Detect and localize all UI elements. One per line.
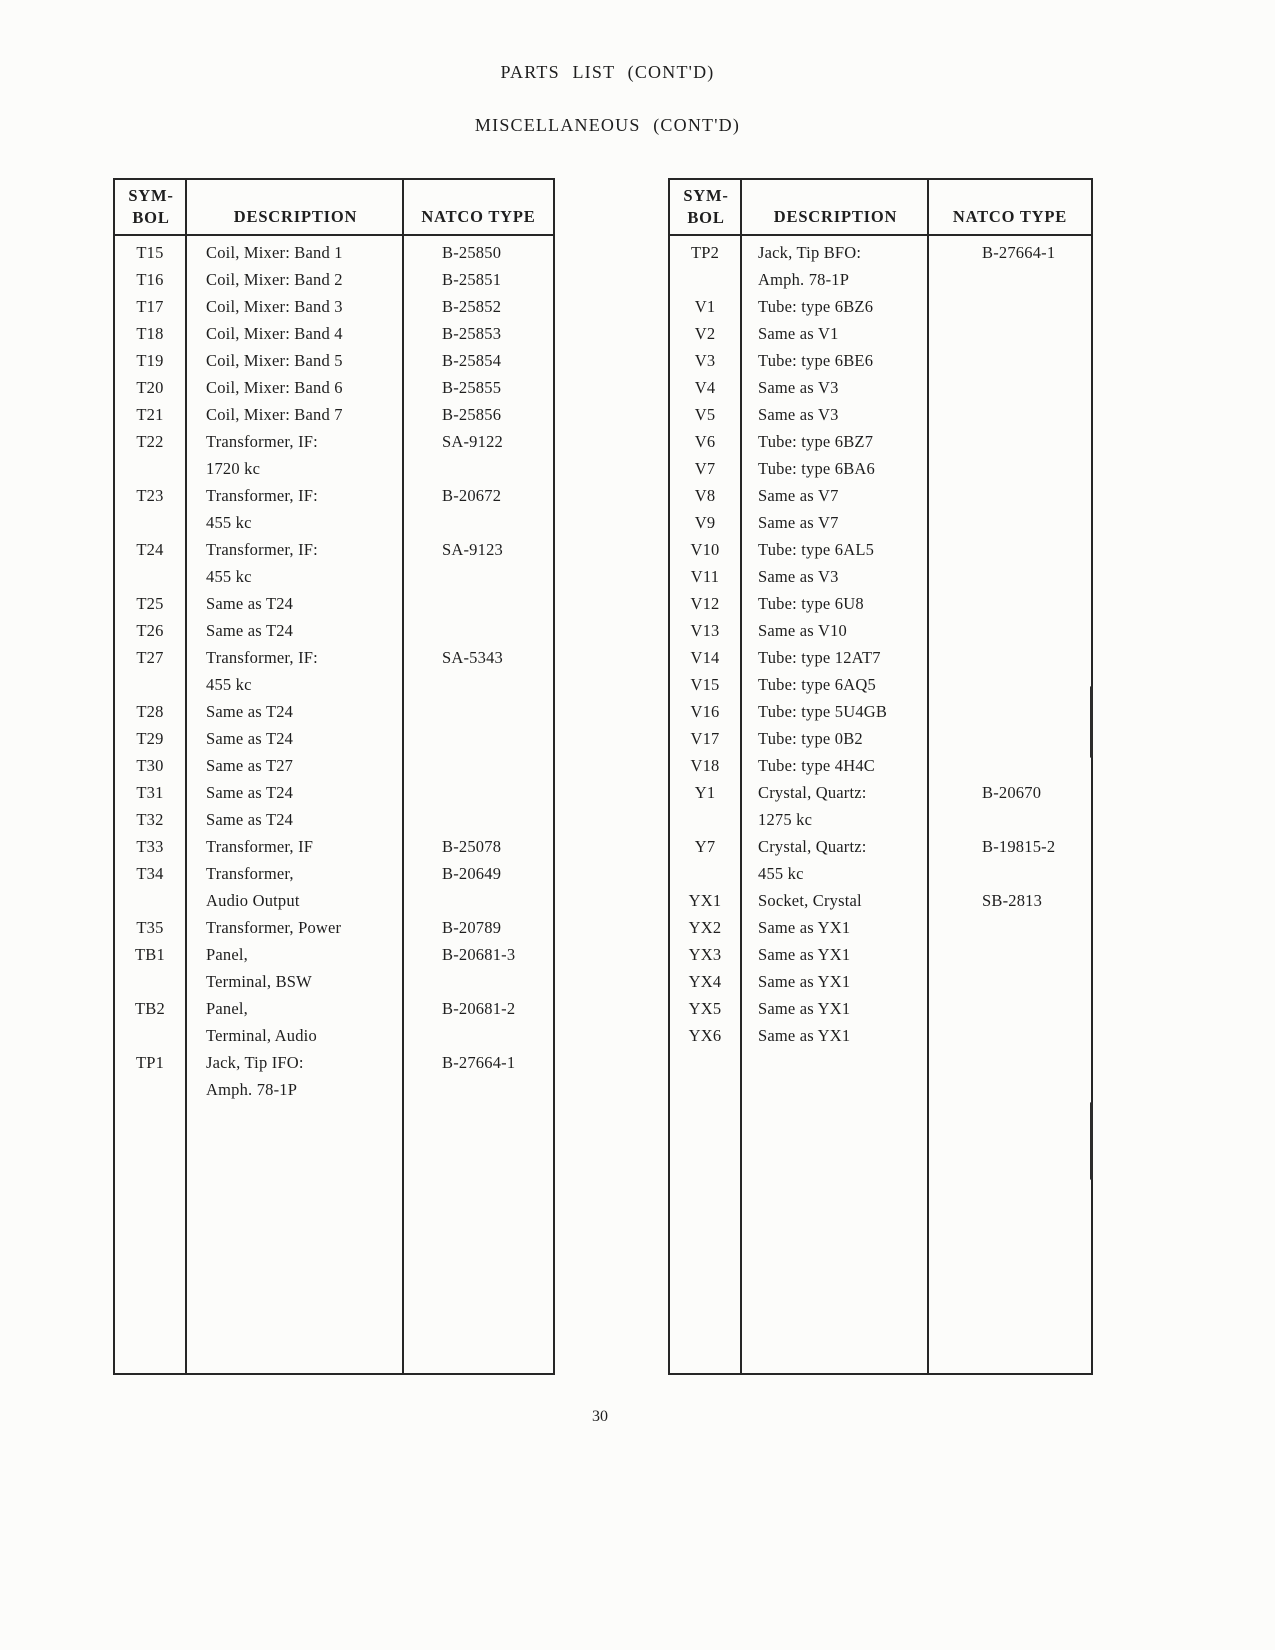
description-cell — [740, 428, 927, 455]
description-line: Tube: type 6BZ6 — [758, 297, 874, 316]
table-row — [670, 374, 1091, 401]
natco-type-cell — [927, 509, 1091, 536]
description-cell — [740, 833, 927, 887]
table-row — [115, 779, 553, 806]
symbol-cell: YX4 — [688, 972, 722, 991]
description-line: Terminal, BSW — [206, 972, 312, 991]
scan-artifact — [1090, 686, 1093, 758]
table-header-row — [670, 180, 1091, 236]
natco-type-cell — [927, 320, 1091, 347]
table-row — [115, 293, 553, 320]
symbol-cell: V14 — [690, 648, 720, 667]
description-line: Tube: type 12AT7 — [758, 648, 881, 667]
symbol-cell: V8 — [694, 486, 716, 505]
header-symbol: SYM- BOL — [128, 186, 174, 227]
description-line: 455 kc — [206, 675, 252, 694]
description-cell — [740, 509, 927, 536]
description-line: Same as V10 — [758, 621, 847, 640]
natco-type-cell — [927, 617, 1091, 644]
description-line: Tube: type 6BZ7 — [758, 432, 874, 451]
natco-type-cell: SA-5343 — [442, 648, 503, 667]
natco-type-cell: B-19815-2 — [982, 837, 1056, 856]
description-line: Tube: type 6BE6 — [758, 351, 874, 370]
description-cell — [185, 266, 402, 293]
table-row — [670, 752, 1091, 779]
natco-type-cell — [402, 698, 553, 725]
natco-type-cell: SA-9122 — [442, 432, 503, 451]
header-description: DESCRIPTION — [233, 207, 358, 226]
description-line: Socket, Crystal — [758, 891, 862, 910]
natco-type-cell: B-20649 — [442, 864, 502, 883]
description-line: Same as YX1 — [758, 972, 851, 991]
header-symbol: SYM- BOL — [683, 186, 729, 227]
symbol-cell: T31 — [136, 783, 164, 802]
description-cell — [740, 752, 927, 779]
natco-type-cell: B-20789 — [442, 918, 502, 937]
description-cell — [740, 995, 927, 1022]
description-cell — [185, 752, 402, 779]
header-natco-type: NATCO TYPE — [421, 207, 536, 226]
table-row — [670, 968, 1091, 995]
description-line: Terminal, Audio — [206, 1026, 317, 1045]
description-line: Transformer, IF: — [206, 540, 318, 559]
table-row — [670, 1022, 1091, 1049]
table-row — [670, 941, 1091, 968]
description-line: Same as YX1 — [758, 999, 851, 1018]
description-cell — [740, 401, 927, 428]
natco-type-cell — [927, 401, 1091, 428]
column-divider — [185, 180, 187, 1373]
description-cell — [740, 239, 927, 293]
description-line: 455 kc — [206, 513, 252, 532]
description-cell — [740, 590, 927, 617]
table-row — [670, 428, 1091, 455]
symbol-cell: YX2 — [688, 918, 722, 937]
description-cell — [185, 293, 402, 320]
description-line: Panel, — [206, 999, 248, 1018]
natco-type-cell — [927, 347, 1091, 374]
table-row — [115, 239, 553, 266]
description-cell — [185, 320, 402, 347]
symbol-cell: V13 — [690, 621, 720, 640]
description-line: Transformer, IF: — [206, 432, 318, 451]
natco-type-cell — [927, 428, 1091, 455]
symbol-cell: V3 — [694, 351, 716, 370]
natco-type-cell: B-20681-2 — [442, 999, 516, 1018]
symbol-cell: T29 — [136, 729, 164, 748]
description-cell — [740, 968, 927, 995]
natco-type-cell — [927, 455, 1091, 482]
symbol-cell: V5 — [694, 405, 716, 424]
column-divider — [402, 180, 404, 1373]
symbol-cell: T28 — [136, 702, 164, 721]
description-cell — [185, 401, 402, 428]
natco-type-cell — [927, 374, 1091, 401]
description-line: Coil, Mixer: Band 7 — [206, 405, 343, 424]
table-row — [670, 482, 1091, 509]
column-divider — [927, 180, 929, 1373]
description-line: Crystal, Quartz: — [758, 837, 867, 856]
table-header-row — [115, 180, 553, 236]
natco-type-cell — [927, 536, 1091, 563]
description-cell — [185, 536, 402, 590]
natco-type-cell — [927, 968, 1091, 995]
natco-type-cell: SA-9123 — [442, 540, 503, 559]
description-cell — [185, 941, 402, 995]
natco-type-cell: B-27664-1 — [982, 243, 1056, 262]
description-cell — [185, 617, 402, 644]
natco-type-cell: B-20672 — [442, 486, 502, 505]
natco-type-cell — [927, 482, 1091, 509]
symbol-cell: V4 — [694, 378, 716, 397]
table-row — [115, 536, 553, 590]
description-cell — [185, 914, 402, 941]
table-row — [115, 833, 553, 860]
description-cell — [740, 671, 927, 698]
table-row — [670, 644, 1091, 671]
table-row — [670, 833, 1091, 887]
table-row — [670, 914, 1091, 941]
symbol-cell: YX3 — [688, 945, 722, 964]
natco-type-cell — [927, 293, 1091, 320]
symbol-cell: V16 — [690, 702, 720, 721]
natco-type-cell — [927, 725, 1091, 752]
header-natco-type: NATCO TYPE — [952, 207, 1068, 226]
natco-type-cell: B-25855 — [442, 378, 502, 397]
natco-type-cell: B-25850 — [442, 243, 502, 262]
description-line: Coil, Mixer: Band 1 — [206, 243, 343, 262]
description-cell — [740, 914, 927, 941]
symbol-cell: YX6 — [688, 1026, 722, 1045]
table-row — [670, 509, 1091, 536]
description-line: Panel, — [206, 945, 248, 964]
natco-type-cell: B-25856 — [442, 405, 502, 424]
symbol-cell: T26 — [136, 621, 164, 640]
symbol-cell: T32 — [136, 810, 164, 829]
column-divider — [740, 180, 742, 1373]
description-cell — [185, 1049, 402, 1103]
description-line: Coil, Mixer: Band 5 — [206, 351, 343, 370]
description-line: Coil, Mixer: Band 6 — [206, 378, 343, 397]
table-row — [670, 779, 1091, 833]
symbol-cell: V1 — [694, 297, 716, 316]
table-row — [115, 401, 553, 428]
symbol-cell: T35 — [136, 918, 164, 937]
description-cell — [740, 293, 927, 320]
symbol-cell: V15 — [690, 675, 720, 694]
natco-type-cell — [402, 725, 553, 752]
description-cell — [185, 347, 402, 374]
symbol-cell: V12 — [690, 594, 720, 613]
natco-type-cell — [927, 914, 1091, 941]
natco-type-cell: B-20670 — [982, 783, 1042, 802]
description-cell — [740, 698, 927, 725]
description-cell — [185, 239, 402, 266]
description-cell — [740, 779, 927, 833]
table-row — [670, 698, 1091, 725]
table-row — [670, 887, 1091, 914]
description-cell — [185, 482, 402, 536]
description-line: Tube: type 0B2 — [758, 729, 863, 748]
description-line: Same as T27 — [206, 756, 294, 775]
symbol-cell: T23 — [136, 486, 164, 505]
table-row — [670, 401, 1091, 428]
symbol-cell: V11 — [690, 567, 720, 586]
description-line: Transformer, Power — [206, 918, 342, 937]
natco-type-cell — [402, 806, 553, 833]
symbol-cell: T33 — [136, 837, 164, 856]
description-line: 1275 kc — [758, 810, 813, 829]
description-line: Same as V7 — [758, 486, 839, 505]
symbol-cell: TB2 — [135, 999, 165, 1018]
table-row — [670, 995, 1091, 1022]
table-row — [670, 320, 1091, 347]
table-body — [670, 236, 1091, 1049]
description-cell — [740, 1022, 927, 1049]
symbol-cell: V2 — [694, 324, 716, 343]
table-row — [670, 725, 1091, 752]
table-row — [670, 590, 1091, 617]
table-row — [115, 617, 553, 644]
description-line: Tube: type 6AL5 — [758, 540, 875, 559]
table-row — [115, 347, 553, 374]
description-line: 1720 kc — [206, 459, 261, 478]
description-line: Tube: type 6U8 — [758, 594, 864, 613]
description-cell — [185, 428, 402, 482]
symbol-cell: TP2 — [690, 243, 720, 262]
symbol-cell: T27 — [136, 648, 164, 667]
symbol-cell: YX1 — [688, 891, 722, 910]
symbol-cell: T19 — [136, 351, 164, 370]
description-line: Tube: type 6BA6 — [758, 459, 875, 478]
symbol-cell: TB1 — [135, 945, 165, 964]
natco-type-cell: B-20681-3 — [442, 945, 516, 964]
description-cell — [740, 455, 927, 482]
table-row — [115, 806, 553, 833]
description-line: Coil, Mixer: Band 2 — [206, 270, 343, 289]
natco-type-cell — [927, 752, 1091, 779]
description-cell — [185, 860, 402, 914]
symbol-cell: T17 — [136, 297, 164, 316]
description-line: Tube: type 5U4GB — [758, 702, 888, 721]
description-cell — [740, 320, 927, 347]
description-line: Same as T24 — [206, 621, 294, 640]
parts-table-left — [113, 178, 555, 1375]
description-cell — [185, 374, 402, 401]
description-line: Same as T24 — [206, 594, 294, 613]
natco-type-cell — [402, 617, 553, 644]
description-cell — [740, 482, 927, 509]
table-row — [115, 644, 553, 698]
description-line: Jack, Tip BFO: — [758, 243, 862, 262]
scan-artifact — [1090, 1102, 1093, 1180]
natco-type-cell — [927, 563, 1091, 590]
description-line: Same as V3 — [758, 378, 839, 397]
description-line: Same as YX1 — [758, 918, 851, 937]
description-cell — [740, 941, 927, 968]
natco-type-cell: B-25852 — [442, 297, 502, 316]
natco-type-cell: B-27664-1 — [442, 1053, 516, 1072]
symbol-cell: V10 — [690, 540, 720, 559]
description-line: Audio Output — [206, 891, 300, 910]
symbol-cell: T21 — [136, 405, 164, 424]
description-cell — [185, 779, 402, 806]
natco-type-cell — [927, 590, 1091, 617]
symbol-cell: T16 — [136, 270, 164, 289]
description-line: Same as V3 — [758, 567, 839, 586]
description-line: 455 kc — [758, 864, 804, 883]
table-row — [115, 860, 553, 914]
description-cell — [740, 725, 927, 752]
table-body — [115, 236, 553, 1103]
natco-type-cell: B-25078 — [442, 837, 502, 856]
symbol-cell: YX5 — [688, 999, 722, 1018]
natco-type-cell: SB-2813 — [982, 891, 1043, 910]
description-cell — [740, 644, 927, 671]
table-row — [115, 725, 553, 752]
description-line: Transformer, IF: — [206, 486, 318, 505]
natco-type-cell — [927, 1022, 1091, 1049]
table-row — [115, 428, 553, 482]
table-row — [115, 590, 553, 617]
description-line: Same as YX1 — [758, 1026, 851, 1045]
description-line: Same as V3 — [758, 405, 839, 424]
natco-type-cell: B-25851 — [442, 270, 502, 289]
table-row — [115, 1049, 553, 1103]
parts-table-right — [668, 178, 1093, 1375]
header-description: DESCRIPTION — [773, 207, 898, 226]
symbol-cell: V17 — [690, 729, 720, 748]
page-title: PARTS LIST (CONT'D) — [500, 62, 715, 82]
natco-type-cell: B-25853 — [442, 324, 502, 343]
table-row — [115, 482, 553, 536]
natco-type-cell — [927, 995, 1091, 1022]
natco-type-cell — [927, 671, 1091, 698]
symbol-cell: T15 — [136, 243, 164, 262]
description-cell — [740, 347, 927, 374]
description-cell — [185, 725, 402, 752]
description-cell — [740, 374, 927, 401]
table-row — [115, 941, 553, 995]
description-line: Amph. 78-1P — [206, 1080, 298, 1099]
table-row — [670, 563, 1091, 590]
natco-type-cell — [402, 590, 553, 617]
description-line: Same as T24 — [206, 810, 294, 829]
description-cell — [185, 806, 402, 833]
table-row — [670, 239, 1091, 293]
description-line: Same as T24 — [206, 729, 294, 748]
symbol-cell: V6 — [694, 432, 716, 451]
description-line: Tube: type 6AQ5 — [758, 675, 876, 694]
symbol-cell: V9 — [694, 513, 716, 532]
symbol-cell: V18 — [690, 756, 720, 775]
table-row — [115, 266, 553, 293]
description-cell — [185, 644, 402, 698]
symbol-cell: T30 — [136, 756, 164, 775]
table-row — [115, 914, 553, 941]
natco-type-cell — [927, 941, 1091, 968]
description-line: Crystal, Quartz: — [758, 783, 867, 802]
description-line: Coil, Mixer: Band 4 — [206, 324, 343, 343]
description-cell — [185, 590, 402, 617]
description-cell — [740, 887, 927, 914]
description-line: Same as V1 — [758, 324, 839, 343]
table-row — [115, 752, 553, 779]
description-line: 455 kc — [206, 567, 252, 586]
table-row — [670, 455, 1091, 482]
description-line: Same as YX1 — [758, 945, 851, 964]
symbol-cell: T25 — [136, 594, 164, 613]
description-line: Same as T24 — [206, 702, 294, 721]
table-row — [115, 698, 553, 725]
table-row — [115, 374, 553, 401]
description-cell — [740, 617, 927, 644]
natco-type-cell — [927, 644, 1091, 671]
description-cell — [185, 698, 402, 725]
description-line: Jack, Tip IFO: — [206, 1053, 304, 1072]
description-line: Same as T24 — [206, 783, 294, 802]
symbol-cell: T20 — [136, 378, 164, 397]
table-row — [115, 995, 553, 1049]
symbol-cell: Y7 — [694, 837, 716, 856]
description-line: Same as V7 — [758, 513, 839, 532]
page-number: 30 — [592, 1408, 608, 1425]
symbol-cell: T22 — [136, 432, 164, 451]
table-row — [670, 347, 1091, 374]
description-line: Transformer, IF — [206, 837, 314, 856]
page-subtitle: MISCELLANEOUS (CONT'D) — [474, 115, 741, 135]
symbol-cell: Y1 — [694, 783, 716, 802]
natco-type-cell — [402, 752, 553, 779]
description-line: Tube: type 4H4C — [758, 756, 875, 775]
description-cell — [740, 536, 927, 563]
symbol-cell: T24 — [136, 540, 164, 559]
symbol-cell: T34 — [136, 864, 164, 883]
symbol-cell: V7 — [694, 459, 716, 478]
symbol-cell: TP1 — [135, 1053, 165, 1072]
description-line: Coil, Mixer: Band 3 — [206, 297, 343, 316]
natco-type-cell: B-25854 — [442, 351, 502, 370]
table-row — [670, 536, 1091, 563]
symbol-cell: T18 — [136, 324, 164, 343]
description-line: Amph. 78-1P — [758, 270, 850, 289]
description-cell — [740, 563, 927, 590]
table-row — [670, 671, 1091, 698]
natco-type-cell — [402, 779, 553, 806]
table-row — [670, 293, 1091, 320]
natco-type-cell — [927, 698, 1091, 725]
table-row — [670, 617, 1091, 644]
description-cell — [185, 995, 402, 1049]
table-row — [115, 320, 553, 347]
description-line: Transformer, — [206, 864, 294, 883]
description-cell — [185, 833, 402, 860]
description-line: Transformer, IF: — [206, 648, 318, 667]
